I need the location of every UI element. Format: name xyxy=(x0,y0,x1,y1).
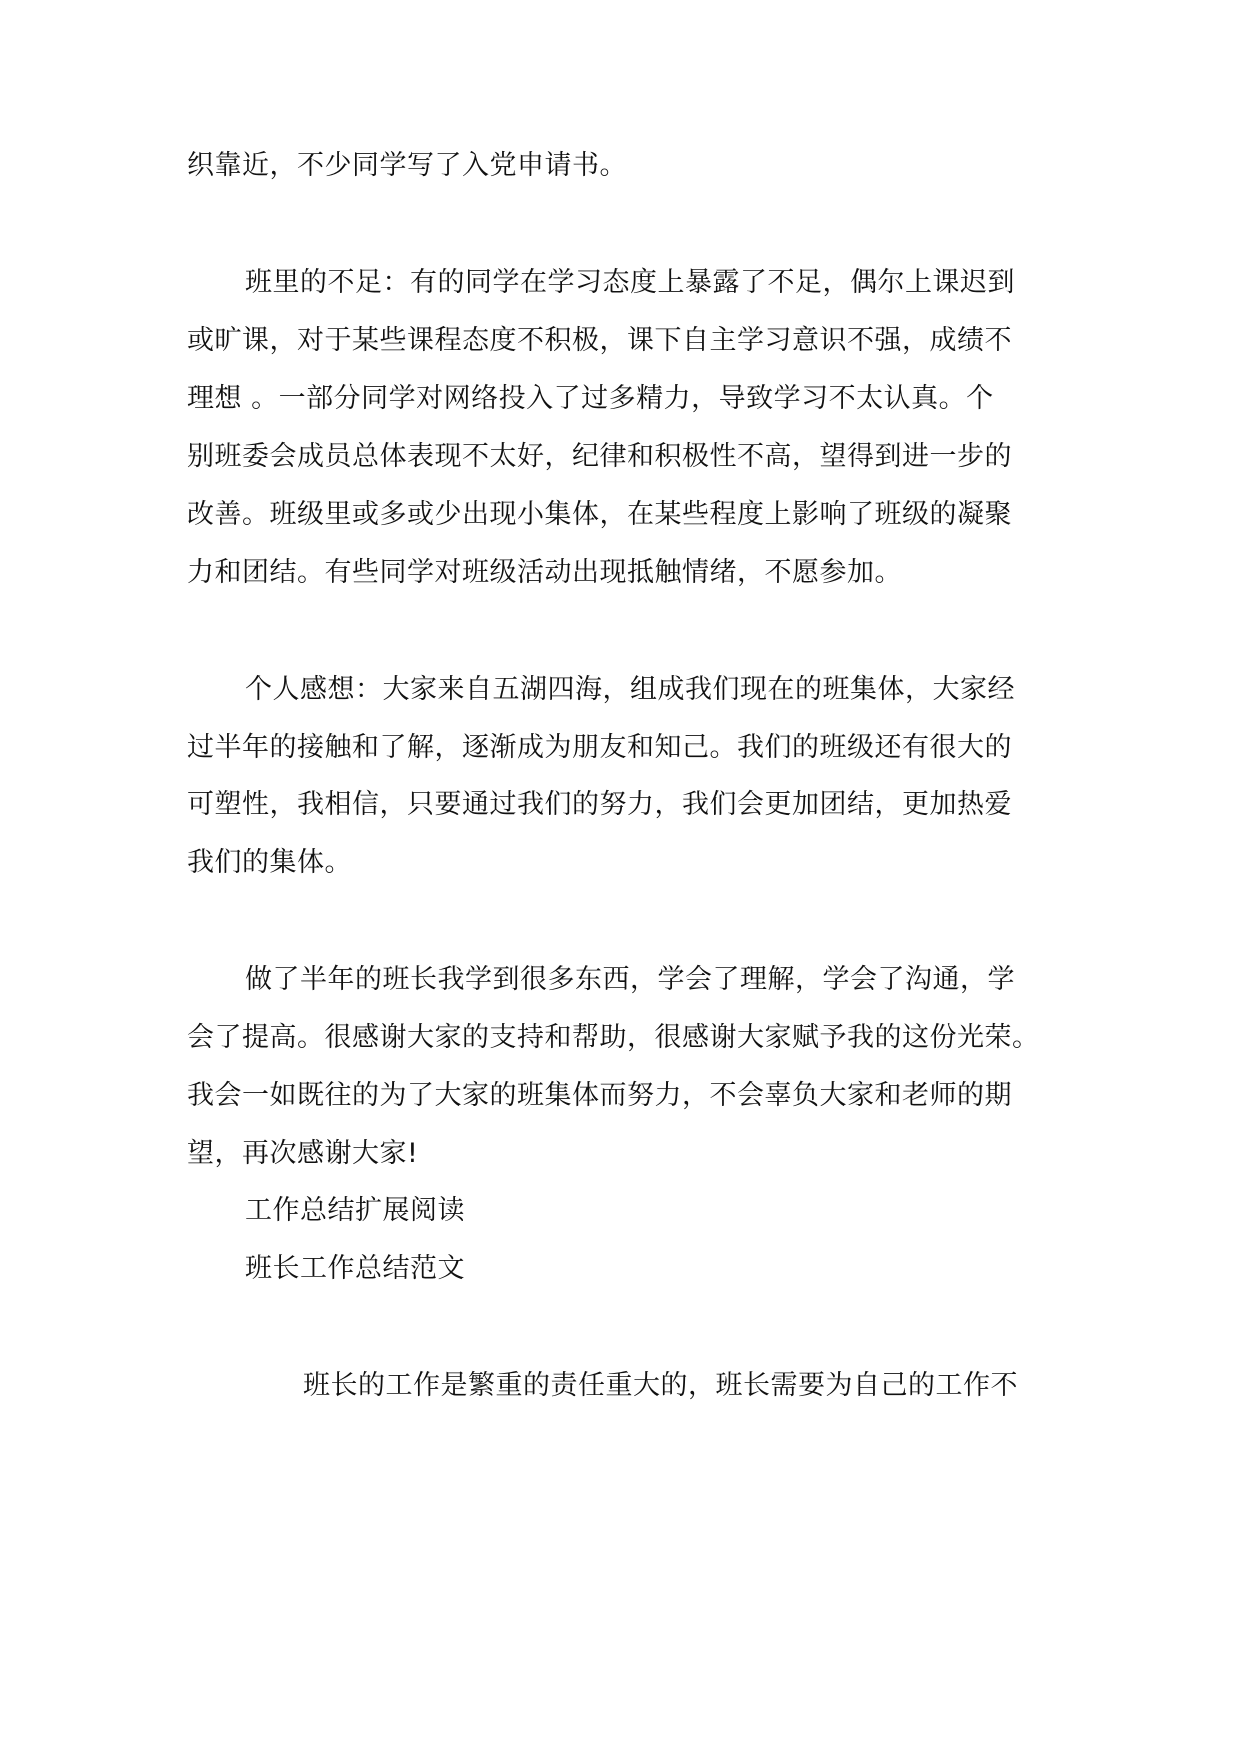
section-heading: 工作总结扩展阅读 xyxy=(245,1195,465,1226)
text-line: 力和团结。有些同学对班级活动出现抵触情绪，不愿参加。 xyxy=(187,557,902,588)
text-line: 织靠近，不少同学写了入党申请书。 xyxy=(187,150,627,181)
text-line: 我们的集体。 xyxy=(187,847,352,878)
text-line: 别班委会成员总体表现不太好，纪律和积极性不高，望得到进一步的 xyxy=(187,441,1012,472)
text-line: 班里的不足：有的同学在学习态度上暴露了不足，偶尔上课迟到 xyxy=(245,267,1015,298)
text-line: 望，再次感谢大家! xyxy=(187,1138,419,1169)
section-heading: 班长工作总结范文 xyxy=(245,1253,465,1284)
text-line: 我会一如既往的为了大家的班集体而努力，不会辜负大家和老师的期 xyxy=(187,1080,1012,1111)
text-line: 或旷课，对于某些课程态度不积极，课下自主学习意识不强，成绩不 xyxy=(187,325,1012,356)
text-line: 理想 。一部分同学对网络投入了过多精力，导致学习不太认真。个 xyxy=(187,383,994,414)
text-line: 做了半年的班长我学到很多东西，学会了理解，学会了沟通，学 xyxy=(245,964,1015,995)
text-line: 班长的工作是繁重的责任重大的，班长需要为自己的工作不 xyxy=(303,1370,1018,1401)
text-line: 过半年的接触和了解，逐渐成为朋友和知己。我们的班级还有很大的 xyxy=(187,732,1012,763)
text-line: 可塑性，我相信，只要通过我们的努力，我们会更加团结，更加热爱 xyxy=(187,789,1012,820)
document-body xyxy=(187,0,1067,1754)
text-line: 改善。班级里或多或少出现小集体，在某些程度上影响了班级的凝聚 xyxy=(187,499,1012,530)
text-line: 会了提高。很感谢大家的支持和帮助，很感谢大家赋予我的这份光荣。 xyxy=(187,1022,1040,1053)
text-line: 个人感想：大家来自五湖四海，组成我们现在的班集体，大家经 xyxy=(245,674,1015,705)
